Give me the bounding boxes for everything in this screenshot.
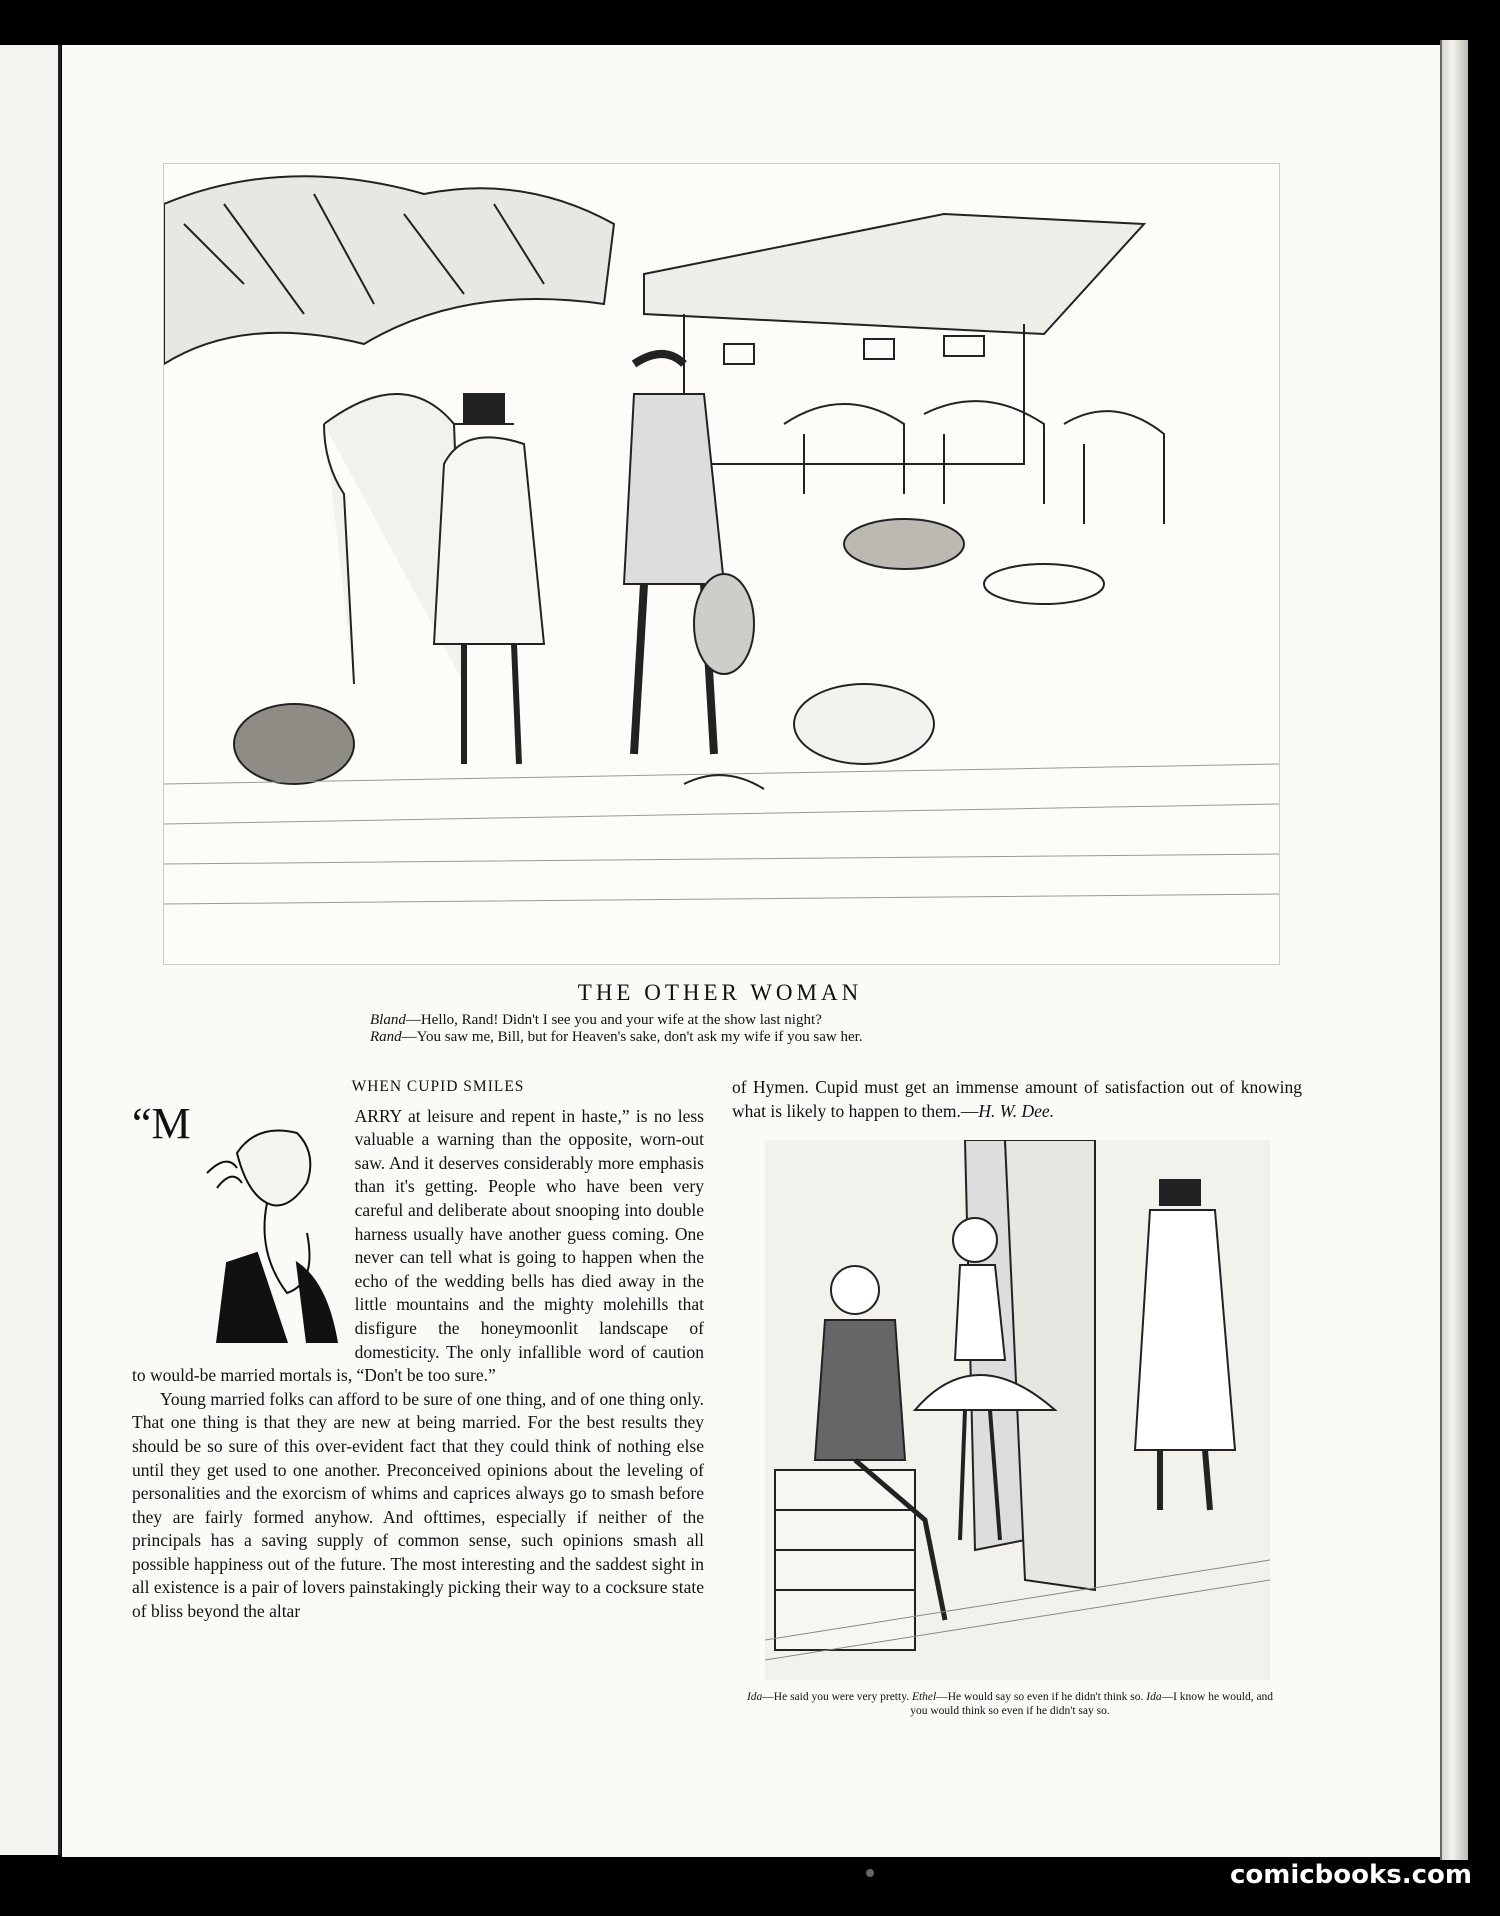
article-paragraph-1-text: ARRY at leisure and repent in haste,” is no less valuable a warning than the opposite, worn-out saw. And it deserves considerably more emphasis than it's getting. People who have been very careful and deliberate about snooping into double harness usually have another guess coming. One never can tell what is going to happen when the echo of the wedding bells has died away in the little mountains and the mighty molehills that disfigure the honeymoonlit landscape of domesticity. The only infallible word of caution to would-be married mortals is, “Don't be too sure.” — [132, 1105, 704, 1386]
speaker-ida: Ida — [746, 1691, 763, 1703]
site-watermark: comicbooks.com — [1229, 1860, 1472, 1890]
cartoon-dialog — [370, 1012, 1170, 1046]
backstage-illustration — [765, 1140, 1270, 1680]
cupid-portrait-illustration — [197, 1113, 347, 1343]
article-author: H. W. Dee. — [978, 1100, 1055, 1121]
article-heading: WHEN CUPID SMILES — [351, 1078, 525, 1095]
dialog-text-2: —You saw me, Bill, but for Heaven's sake, don't ask my wife if you saw her. — [401, 1029, 863, 1045]
page-stack-edge — [1440, 40, 1468, 1860]
speaker-ethel: Ethel — [911, 1691, 937, 1703]
facing-page-edge — [0, 45, 61, 1855]
backstage-caption — [740, 1690, 1280, 1718]
open-quote: “ — [132, 1098, 152, 1148]
caption-text-2: —He would say so even if he didn't think so. — [936, 1691, 1147, 1703]
drop-cap — [132, 1098, 191, 1148]
speaker-bland: Bland — [370, 1012, 406, 1028]
article-continuation — [732, 1076, 1302, 1123]
page-ornament — [866, 1869, 874, 1877]
caption-text-3: —I know he would, and you would think so even if he didn't say so. — [910, 1691, 1274, 1717]
dialog-line-2 — [370, 1029, 1170, 1046]
speaker-ida-2: Ida — [1146, 1691, 1162, 1703]
dialog-text-1: —Hello, Rand! Didn't I see you and your wife at the show last night? — [405, 1012, 822, 1028]
article-left-column — [132, 1075, 704, 1624]
hunt-meet-illustration — [163, 163, 1280, 965]
drop-cap-letter: M — [151, 1098, 191, 1148]
cartoon-title: THE OTHER WOMAN — [577, 980, 863, 1005]
caption-text-1: —He said you were very pretty. — [762, 1691, 912, 1703]
continuation-text: of Hymen. Cupid must get an immense amount of satisfaction out of knowing what is likely to happen to them.— — [732, 1077, 1302, 1121]
speaker-rand: Rand — [370, 1029, 402, 1045]
dialog-line-1 — [370, 1012, 1170, 1029]
article-paragraph-2: Young married folks can afford to be sure of one thing, and of one thing only. That one thing is that they are new at being married. For the best results they should be so sure of this over-evident fact that they could think of nothing else until they get used to one another. Preconceived opinions about the leveling of personalities and the exorcism of whims and caprices always go to smash before they are fairly formed anyhow. And ofttimes, especially if neither of the principals has a saving supply of common sense, such opinions smash all possible happiness out of the future. The most interesting and the saddest sight in all existence is a pair of lovers painstakingly picking their way to a cocksure state of bliss beyond the altar — [132, 1388, 704, 1622]
article-paragraph-1 — [132, 1098, 704, 1388]
